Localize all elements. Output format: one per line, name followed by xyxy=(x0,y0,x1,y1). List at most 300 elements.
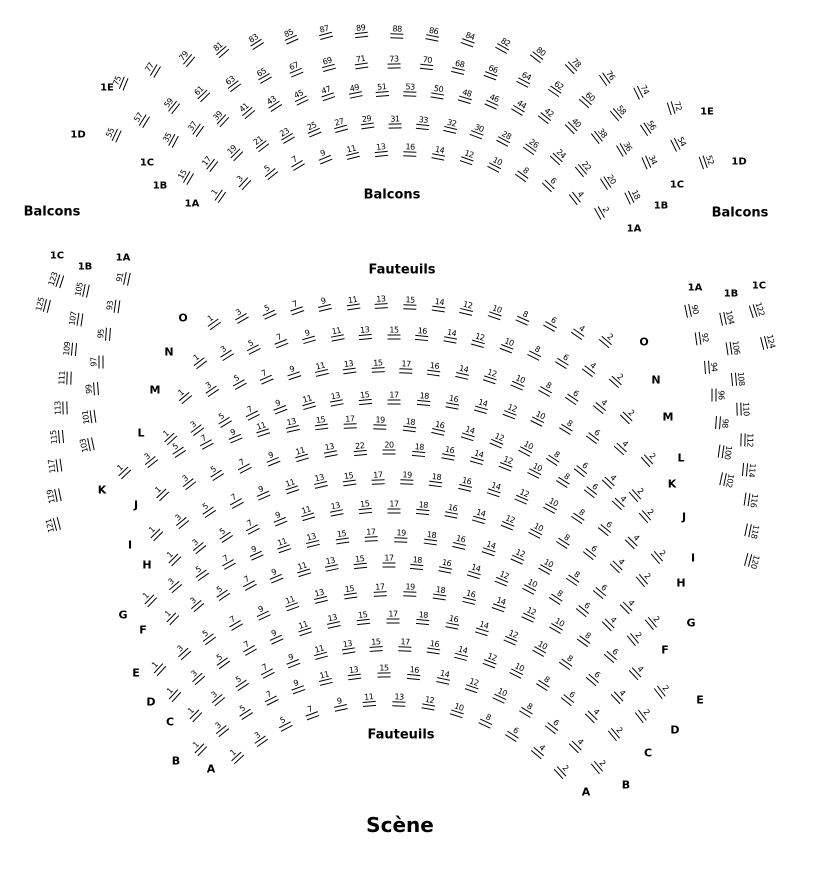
seat[interactable] xyxy=(68,310,83,329)
seat[interactable] xyxy=(455,87,475,104)
seat[interactable] xyxy=(227,371,248,391)
seat[interactable] xyxy=(340,584,359,599)
seat[interactable] xyxy=(373,295,391,309)
seat[interactable] xyxy=(495,128,516,147)
seat[interactable] xyxy=(242,336,263,355)
seat[interactable] xyxy=(649,544,670,565)
seat[interactable] xyxy=(237,637,258,657)
seat[interactable] xyxy=(458,30,478,48)
seat[interactable] xyxy=(282,417,301,433)
seat[interactable] xyxy=(131,108,151,129)
seat[interactable] xyxy=(327,326,346,342)
seat[interactable] xyxy=(330,696,349,712)
seat[interactable] xyxy=(345,83,364,99)
seat[interactable] xyxy=(666,97,684,117)
seat[interactable] xyxy=(414,611,432,626)
seat[interactable] xyxy=(482,63,502,81)
seat[interactable] xyxy=(184,593,205,614)
seat[interactable] xyxy=(244,31,265,51)
seat[interactable] xyxy=(590,754,611,775)
seat[interactable] xyxy=(476,710,497,729)
seat[interactable] xyxy=(280,594,300,612)
seat[interactable] xyxy=(437,558,456,574)
seat[interactable] xyxy=(497,336,518,354)
seat[interactable] xyxy=(731,370,745,388)
seat[interactable] xyxy=(310,644,330,661)
seat[interactable] xyxy=(448,701,468,719)
seat[interactable] xyxy=(434,669,453,685)
seat[interactable] xyxy=(105,296,120,315)
seat[interactable] xyxy=(273,713,294,732)
seat[interactable] xyxy=(547,615,568,635)
seat[interactable] xyxy=(534,672,555,692)
seat[interactable] xyxy=(494,36,515,56)
seat[interactable] xyxy=(428,84,447,100)
seat[interactable] xyxy=(457,300,477,317)
seat[interactable] xyxy=(425,361,444,376)
seat[interactable] xyxy=(554,469,575,489)
seat[interactable] xyxy=(498,513,519,531)
seat[interactable] xyxy=(184,117,204,138)
seat[interactable] xyxy=(213,524,234,544)
seat[interactable] xyxy=(461,589,481,606)
seat[interactable] xyxy=(597,328,618,349)
seat[interactable] xyxy=(355,500,373,515)
seat[interactable] xyxy=(171,640,192,661)
seat[interactable] xyxy=(371,416,389,430)
seat[interactable] xyxy=(249,132,270,153)
seat[interactable] xyxy=(137,588,158,609)
seat[interactable] xyxy=(564,567,585,587)
seat[interactable] xyxy=(599,171,619,192)
seat[interactable] xyxy=(142,59,162,80)
seat[interactable] xyxy=(318,56,338,73)
seat[interactable] xyxy=(618,405,639,426)
seat[interactable] xyxy=(385,326,402,339)
seat[interactable] xyxy=(624,186,643,207)
seat[interactable] xyxy=(298,393,318,410)
seat[interactable] xyxy=(392,529,410,543)
seat[interactable] xyxy=(85,380,99,398)
seat[interactable] xyxy=(610,490,631,511)
seat[interactable] xyxy=(160,129,180,150)
seat[interactable] xyxy=(401,83,419,97)
seat[interactable] xyxy=(362,528,380,542)
seat[interactable] xyxy=(232,455,253,474)
seat[interactable] xyxy=(371,583,389,597)
seat[interactable] xyxy=(103,124,122,145)
seat[interactable] xyxy=(380,555,397,568)
seat[interactable] xyxy=(201,311,222,331)
seat[interactable] xyxy=(373,82,391,96)
seat[interactable] xyxy=(401,143,419,157)
seat[interactable] xyxy=(354,610,372,625)
seat[interactable] xyxy=(223,141,244,162)
seat[interactable] xyxy=(591,395,612,416)
seat[interactable] xyxy=(634,567,655,588)
seat[interactable] xyxy=(569,505,590,525)
seat[interactable] xyxy=(543,715,564,736)
seat[interactable] xyxy=(229,305,250,325)
seat[interactable] xyxy=(444,614,463,630)
seat[interactable] xyxy=(340,359,359,374)
seat[interactable] xyxy=(481,367,501,385)
seat[interactable] xyxy=(519,604,540,623)
seat[interactable] xyxy=(369,359,387,373)
seat[interactable] xyxy=(221,73,242,94)
seat[interactable] xyxy=(176,471,197,492)
seat[interactable] xyxy=(358,115,377,130)
seat[interactable] xyxy=(350,441,368,456)
seat[interactable] xyxy=(343,144,363,161)
seat[interactable] xyxy=(282,651,303,669)
seat[interactable] xyxy=(593,200,613,221)
seat[interactable] xyxy=(632,81,651,102)
seat[interactable] xyxy=(744,521,760,540)
seat[interactable] xyxy=(584,667,605,688)
seat[interactable] xyxy=(580,358,601,379)
seat[interactable] xyxy=(470,507,490,524)
seat[interactable] xyxy=(257,301,278,320)
seat[interactable] xyxy=(740,431,753,448)
seat[interactable] xyxy=(298,328,318,345)
seat[interactable] xyxy=(634,704,655,725)
seat[interactable] xyxy=(567,733,588,754)
seat[interactable] xyxy=(513,308,534,327)
seat[interactable] xyxy=(63,340,77,358)
seat[interactable] xyxy=(548,145,569,166)
seat[interactable] xyxy=(173,385,194,406)
seat[interactable] xyxy=(581,540,602,561)
seat[interactable] xyxy=(315,24,335,41)
seat[interactable] xyxy=(521,136,542,156)
seat[interactable] xyxy=(303,532,323,549)
seat[interactable] xyxy=(310,588,330,605)
seat[interactable] xyxy=(491,686,512,705)
seat[interactable] xyxy=(725,339,740,358)
seat[interactable] xyxy=(170,509,191,530)
seat[interactable] xyxy=(175,165,195,186)
seat[interactable] xyxy=(224,490,245,510)
seat[interactable] xyxy=(197,625,218,646)
seat[interactable] xyxy=(315,670,335,687)
seat[interactable] xyxy=(574,157,595,178)
seat[interactable] xyxy=(606,722,627,743)
seat[interactable] xyxy=(312,415,331,430)
seat[interactable] xyxy=(262,93,283,113)
seat[interactable] xyxy=(408,555,426,570)
seat[interactable] xyxy=(212,408,233,428)
seat[interactable] xyxy=(457,148,477,166)
seat[interactable] xyxy=(269,509,290,527)
seat[interactable] xyxy=(224,745,245,766)
seat[interactable] xyxy=(490,595,510,613)
seat[interactable] xyxy=(351,555,369,570)
seat[interactable] xyxy=(396,638,414,652)
seat[interactable] xyxy=(232,171,253,192)
seat[interactable] xyxy=(598,66,618,87)
seat[interactable] xyxy=(608,368,629,389)
seat[interactable] xyxy=(369,471,387,485)
seat[interactable] xyxy=(423,26,442,42)
seat[interactable] xyxy=(485,303,505,321)
seat[interactable] xyxy=(97,325,111,343)
seat[interactable] xyxy=(251,602,272,621)
seat[interactable] xyxy=(79,435,95,454)
seat[interactable] xyxy=(536,379,557,399)
seat[interactable] xyxy=(520,576,541,595)
seat[interactable] xyxy=(356,390,374,405)
seat[interactable] xyxy=(615,137,635,158)
seat[interactable] xyxy=(718,442,733,461)
seat[interactable] xyxy=(516,438,537,457)
seat[interactable] xyxy=(252,420,272,438)
seat[interactable] xyxy=(235,99,256,120)
seat[interactable] xyxy=(291,445,311,462)
seat[interactable] xyxy=(48,457,63,476)
seat[interactable] xyxy=(592,580,613,601)
seat[interactable] xyxy=(487,431,508,450)
seat[interactable] xyxy=(400,417,419,432)
seat[interactable] xyxy=(413,501,431,516)
seat[interactable] xyxy=(81,408,96,427)
seat[interactable] xyxy=(719,308,735,327)
seat[interactable] xyxy=(35,295,52,315)
seat[interactable] xyxy=(163,574,184,595)
seat[interactable] xyxy=(240,402,261,421)
seat[interactable] xyxy=(748,300,766,320)
seat[interactable] xyxy=(557,416,578,436)
seat[interactable] xyxy=(297,504,317,521)
seat[interactable] xyxy=(641,151,660,172)
seat[interactable] xyxy=(600,611,621,632)
seat[interactable] xyxy=(197,499,218,519)
seat[interactable] xyxy=(638,503,659,524)
seat[interactable] xyxy=(618,594,639,615)
seat[interactable] xyxy=(760,332,777,352)
seat[interactable] xyxy=(310,473,330,490)
seat[interactable] xyxy=(483,91,504,110)
seat[interactable] xyxy=(468,448,488,465)
seat[interactable] xyxy=(575,628,596,648)
seat[interactable] xyxy=(429,420,448,436)
seat[interactable] xyxy=(283,363,303,381)
seat[interactable] xyxy=(472,397,492,414)
seat[interactable] xyxy=(302,119,323,138)
seat[interactable] xyxy=(417,56,435,71)
seat[interactable] xyxy=(559,687,580,708)
seat[interactable] xyxy=(317,84,337,102)
seat[interactable] xyxy=(451,534,471,551)
seat[interactable] xyxy=(46,486,62,505)
seat[interactable] xyxy=(287,677,307,695)
seat[interactable] xyxy=(224,612,245,632)
seat[interactable] xyxy=(401,296,419,310)
seat[interactable] xyxy=(344,295,363,310)
seat[interactable] xyxy=(736,400,750,417)
seat[interactable] xyxy=(596,516,617,537)
seat[interactable] xyxy=(332,529,351,544)
seat[interactable] xyxy=(289,88,310,107)
seat[interactable] xyxy=(612,435,633,456)
seat[interactable] xyxy=(450,58,470,75)
seat[interactable] xyxy=(553,349,574,369)
seat[interactable] xyxy=(311,360,331,377)
seat[interactable] xyxy=(526,520,547,539)
seat[interactable] xyxy=(147,657,168,678)
seat[interactable] xyxy=(209,38,230,59)
seat[interactable] xyxy=(744,551,761,571)
seat[interactable] xyxy=(514,69,535,88)
seat[interactable] xyxy=(639,116,659,137)
seat[interactable] xyxy=(541,313,562,333)
seat[interactable] xyxy=(415,392,433,406)
seat[interactable] xyxy=(339,471,358,486)
seat[interactable] xyxy=(338,640,357,656)
seat[interactable] xyxy=(258,160,279,181)
seat[interactable] xyxy=(320,442,339,458)
seat[interactable] xyxy=(608,553,629,574)
seat[interactable] xyxy=(743,491,758,510)
seat[interactable] xyxy=(525,342,546,361)
seat[interactable] xyxy=(486,154,507,173)
seat[interactable] xyxy=(585,425,606,446)
seat[interactable] xyxy=(548,586,569,606)
seat[interactable] xyxy=(386,391,403,404)
seat[interactable] xyxy=(421,530,440,545)
seat[interactable] xyxy=(327,391,346,407)
seat[interactable] xyxy=(390,693,408,707)
seat[interactable] xyxy=(351,54,370,69)
seat[interactable] xyxy=(210,108,231,129)
seat[interactable] xyxy=(342,415,360,429)
seat[interactable] xyxy=(558,651,579,671)
seat[interactable] xyxy=(204,462,225,482)
seat[interactable] xyxy=(503,723,524,743)
seat[interactable] xyxy=(458,425,478,443)
seat[interactable] xyxy=(537,556,558,576)
seat[interactable] xyxy=(628,660,649,681)
seat[interactable] xyxy=(578,89,599,110)
seat[interactable] xyxy=(115,268,131,287)
seat[interactable] xyxy=(473,619,493,636)
seat[interactable] xyxy=(465,562,485,579)
seat[interactable] xyxy=(301,703,321,721)
seat[interactable] xyxy=(270,331,291,349)
seat[interactable] xyxy=(293,560,313,577)
seat[interactable] xyxy=(345,666,363,681)
seat[interactable] xyxy=(356,325,374,340)
seat[interactable] xyxy=(510,97,531,117)
seat[interactable] xyxy=(237,573,258,593)
seat[interactable] xyxy=(261,449,282,467)
seat[interactable] xyxy=(112,459,133,480)
seat[interactable] xyxy=(253,65,274,85)
seat[interactable] xyxy=(384,610,401,623)
seat[interactable] xyxy=(385,55,402,68)
seat[interactable] xyxy=(469,332,489,349)
seat[interactable] xyxy=(279,26,300,45)
seat[interactable] xyxy=(500,402,521,420)
seat[interactable] xyxy=(139,449,160,470)
seat[interactable] xyxy=(610,684,631,705)
seat[interactable] xyxy=(58,369,72,386)
seat[interactable] xyxy=(429,297,448,312)
seat[interactable] xyxy=(640,447,661,468)
seat[interactable] xyxy=(326,501,345,517)
seat[interactable] xyxy=(442,503,461,519)
seat[interactable] xyxy=(294,619,314,637)
seat[interactable] xyxy=(244,543,265,562)
seat[interactable] xyxy=(424,640,443,655)
seat[interactable] xyxy=(205,686,226,707)
seat[interactable] xyxy=(429,145,448,161)
seat[interactable] xyxy=(216,551,237,571)
seat[interactable] xyxy=(47,270,65,290)
seat[interactable] xyxy=(563,114,584,135)
seat[interactable] xyxy=(182,703,203,724)
seat[interactable] xyxy=(414,116,432,131)
seat[interactable] xyxy=(572,457,593,478)
seat[interactable] xyxy=(529,408,550,427)
seat[interactable] xyxy=(265,565,286,584)
seat[interactable] xyxy=(233,701,254,721)
seat[interactable] xyxy=(715,414,729,432)
seat[interactable] xyxy=(564,54,585,75)
seat[interactable] xyxy=(255,366,276,385)
seat[interactable] xyxy=(372,143,390,158)
seat[interactable] xyxy=(452,644,472,661)
seat[interactable] xyxy=(214,342,235,362)
seat[interactable] xyxy=(541,495,562,515)
seat[interactable] xyxy=(275,125,296,145)
seat[interactable] xyxy=(388,25,406,39)
seat[interactable] xyxy=(210,650,231,670)
seat[interactable] xyxy=(175,47,196,68)
seat[interactable] xyxy=(281,477,301,495)
seat[interactable] xyxy=(194,431,215,450)
seat[interactable] xyxy=(397,360,415,374)
seat[interactable] xyxy=(160,94,181,115)
seat[interactable] xyxy=(45,515,62,535)
seat[interactable] xyxy=(526,460,547,479)
seat[interactable] xyxy=(564,386,585,406)
seat[interactable] xyxy=(463,676,483,694)
seat[interactable] xyxy=(508,547,529,566)
seat[interactable] xyxy=(248,727,269,747)
seat[interactable] xyxy=(207,183,227,204)
seat[interactable] xyxy=(241,516,262,535)
seat[interactable] xyxy=(552,759,573,780)
seat[interactable] xyxy=(398,471,416,485)
seat[interactable] xyxy=(583,479,604,500)
seat[interactable] xyxy=(376,665,393,678)
seat[interactable] xyxy=(144,521,165,542)
seat[interactable] xyxy=(385,500,402,513)
seat[interactable] xyxy=(443,394,462,410)
seat[interactable] xyxy=(626,627,647,648)
seat[interactable] xyxy=(255,660,276,679)
seat[interactable] xyxy=(419,695,438,711)
seat[interactable] xyxy=(413,327,431,341)
seat[interactable] xyxy=(410,442,428,456)
seat[interactable] xyxy=(623,529,644,550)
seat[interactable] xyxy=(497,454,518,472)
seat[interactable] xyxy=(162,683,183,704)
seat[interactable] xyxy=(439,445,458,461)
seat[interactable] xyxy=(431,585,450,600)
seat[interactable] xyxy=(161,546,182,567)
